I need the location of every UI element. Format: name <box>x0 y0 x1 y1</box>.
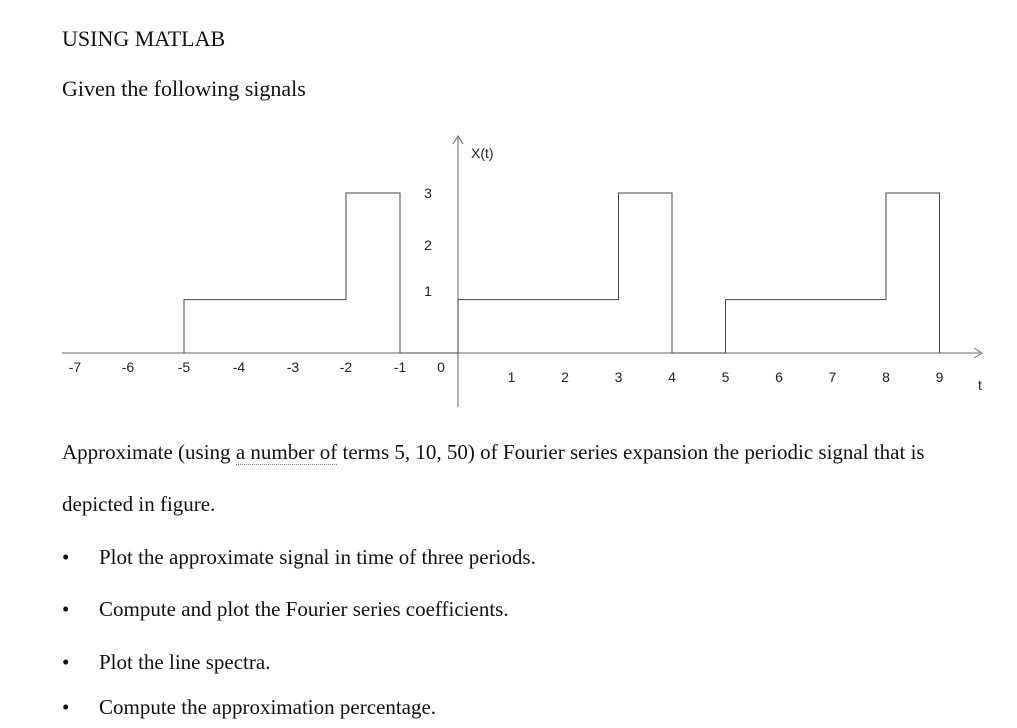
y-tick-label: 2 <box>424 237 432 253</box>
x-tick-label: 4 <box>668 369 676 385</box>
x-tick-label: -5 <box>177 359 191 375</box>
paragraph-line-2: depicted in figure. <box>62 492 216 516</box>
signal-line <box>184 193 940 353</box>
bullet-item <box>62 545 536 570</box>
x-tick-label: 1 <box>507 369 516 385</box>
x-tick-label: 3 <box>614 369 623 385</box>
x-tick-label: 0 <box>437 359 445 375</box>
x-tick-label: -6 <box>121 359 135 375</box>
x-tick-label: -3 <box>286 359 300 375</box>
x-tick-label: 5 <box>721 369 730 385</box>
x-tick-label: -1 <box>393 359 407 375</box>
x-tick-label: -2 <box>339 359 353 375</box>
bullet-item <box>62 597 509 622</box>
x-tick-label: 7 <box>828 369 837 385</box>
bullet-dot: • <box>62 597 70 621</box>
bullet-text: Plot the line spectra. <box>99 650 271 674</box>
document-heading: USING MATLAB <box>62 26 226 51</box>
bullet-text: Plot the approximate signal in time of three periods. <box>99 545 536 569</box>
y-tick-labels <box>424 185 432 299</box>
x-tick-label: 6 <box>775 369 783 385</box>
x-tick-label: 2 <box>561 369 569 385</box>
paragraph-text-after: terms 5, 10, 50) of Fourier series expansion the periodic signal that is <box>337 440 925 464</box>
x-tick-label: -7 <box>68 359 82 375</box>
signal-plot <box>0 130 1017 420</box>
bullet-dot: • <box>62 545 70 569</box>
paragraph-line-1 <box>62 440 925 465</box>
bullet-item <box>62 695 436 720</box>
bullet-text: Compute and plot the Fourier series coefficients. <box>99 597 509 621</box>
paragraph-text-before: Approximate (using <box>62 440 236 464</box>
x-tick-label: 8 <box>882 369 890 385</box>
y-tick-label: 1 <box>424 283 432 299</box>
x-tick-label: 9 <box>935 369 944 385</box>
signal-series <box>184 193 940 353</box>
bullet-item <box>62 650 270 675</box>
bullet-dot: • <box>62 650 70 674</box>
y-tick-label: 3 <box>424 185 432 201</box>
x-tick-labels <box>69 359 944 385</box>
x-axis-label: t <box>978 377 982 393</box>
intro-text: Given the following signals <box>62 76 306 101</box>
bullet-dot: • <box>62 695 70 719</box>
x-tick-label: -4 <box>232 359 246 375</box>
y-axis-label: X(t) <box>471 145 494 161</box>
underlined-phrase: a number of <box>235 440 338 464</box>
bullet-text: Compute the approximation percentage. <box>99 695 437 719</box>
plot-axes <box>62 136 982 407</box>
